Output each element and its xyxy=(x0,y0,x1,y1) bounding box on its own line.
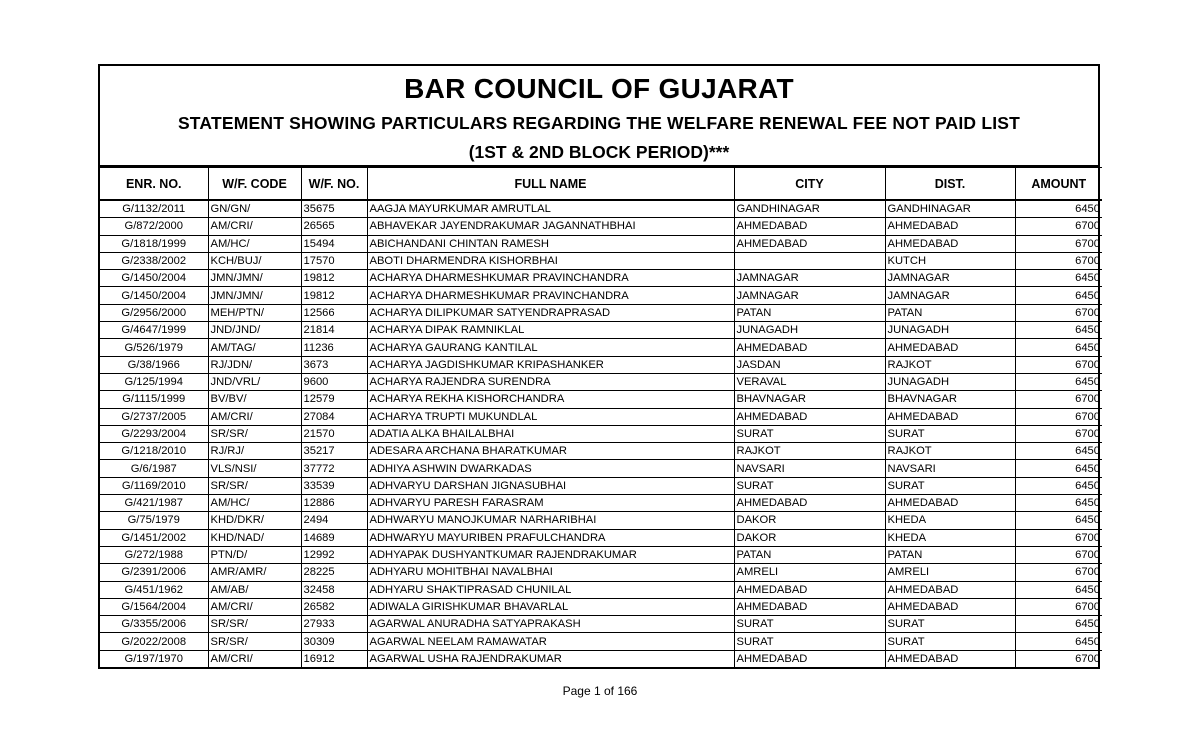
cell-wf-code: AM/CRI/ xyxy=(208,408,301,425)
cell-wf-no: 14689 xyxy=(301,529,367,546)
table-row xyxy=(100,564,1102,581)
cell-enr-no: G/1450/2004 xyxy=(100,270,208,287)
cell-enr-no: G/6/1987 xyxy=(100,460,208,477)
cell-amount: 6450 xyxy=(1015,443,1102,460)
cell-wf-no: 12566 xyxy=(301,304,367,321)
cell-wf-no: 2494 xyxy=(301,512,367,529)
col-dist: DIST. xyxy=(885,168,1015,201)
cell-wf-code: MEH/PTN/ xyxy=(208,304,301,321)
cell-wf-no: 12579 xyxy=(301,391,367,408)
cell-wf-no: 19812 xyxy=(301,287,367,304)
cell-full-name: ACHARYA REKHA KISHORCHANDRA xyxy=(367,391,734,408)
cell-wf-no: 30309 xyxy=(301,633,367,650)
cell-enr-no: G/75/1979 xyxy=(100,512,208,529)
cell-amount: 6450 xyxy=(1015,373,1102,390)
cell-dist: PATAN xyxy=(885,546,1015,563)
report-sheet xyxy=(98,64,1100,669)
cell-wf-code: AM/CRI/ xyxy=(208,218,301,235)
cell-dist: JAMNAGAR xyxy=(885,270,1015,287)
cell-dist: KUTCH xyxy=(885,252,1015,269)
table-row xyxy=(100,616,1102,633)
cell-dist: AHMEDABAD xyxy=(885,650,1015,667)
cell-amount: 6450 xyxy=(1015,581,1102,598)
cell-full-name: ACHARYA DILIPKUMAR SATYENDRAPRASAD xyxy=(367,304,734,321)
cell-amount: 6450 xyxy=(1015,477,1102,494)
cell-full-name: ABHAVEKAR JAYENDRAKUMAR JAGANNATHBHAI xyxy=(367,218,734,235)
cell-amount: 6450 xyxy=(1015,460,1102,477)
col-city: CITY xyxy=(734,168,885,201)
cell-amount: 6700 xyxy=(1015,650,1102,667)
cell-full-name: ABICHANDANI CHINTAN RAMESH xyxy=(367,235,734,252)
cell-amount: 6450 xyxy=(1015,616,1102,633)
cell-wf-code: RJ/JDN/ xyxy=(208,356,301,373)
cell-wf-code: RJ/RJ/ xyxy=(208,443,301,460)
cell-full-name: ACHARYA RAJENDRA SURENDRA xyxy=(367,373,734,390)
cell-wf-no: 17570 xyxy=(301,252,367,269)
table-row xyxy=(100,477,1102,494)
cell-wf-no: 26582 xyxy=(301,598,367,615)
cell-city: AHMEDABAD xyxy=(734,581,885,598)
cell-enr-no: G/1169/2010 xyxy=(100,477,208,494)
cell-amount: 6700 xyxy=(1015,408,1102,425)
cell-city xyxy=(734,252,885,269)
cell-enr-no: G/1115/1999 xyxy=(100,391,208,408)
cell-amount: 6700 xyxy=(1015,218,1102,235)
cell-wf-no: 26565 xyxy=(301,218,367,235)
cell-dist: SURAT xyxy=(885,477,1015,494)
cell-enr-no: G/1564/2004 xyxy=(100,598,208,615)
cell-dist: AHMEDABAD xyxy=(885,408,1015,425)
col-enr-no: ENR. NO. xyxy=(100,168,208,201)
cell-dist: BHAVNAGAR xyxy=(885,391,1015,408)
cell-full-name: ADHVARYU PARESH FARASRAM xyxy=(367,495,734,512)
col-wf-no: W/F. NO. xyxy=(301,168,367,201)
cell-wf-code: JMN/JMN/ xyxy=(208,287,301,304)
cell-amount: 6700 xyxy=(1015,304,1102,321)
cell-dist: AHMEDABAD xyxy=(885,581,1015,598)
cell-city: JAMNAGAR xyxy=(734,270,885,287)
cell-dist: NAVSARI xyxy=(885,460,1015,477)
cell-city: AHMEDABAD xyxy=(734,235,885,252)
cell-wf-code: AM/TAG/ xyxy=(208,339,301,356)
cell-dist: AHMEDABAD xyxy=(885,218,1015,235)
report-header xyxy=(100,66,1098,167)
cell-dist: JAMNAGAR xyxy=(885,287,1015,304)
cell-enr-no: G/451/1962 xyxy=(100,581,208,598)
cell-enr-no: G/2391/2006 xyxy=(100,564,208,581)
cell-city: DAKOR xyxy=(734,512,885,529)
cell-full-name: ADHIYA ASHWIN DWARKADAS xyxy=(367,460,734,477)
col-full-name: FULL NAME xyxy=(367,168,734,201)
col-amount: AMOUNT xyxy=(1015,168,1102,201)
cell-wf-no: 11236 xyxy=(301,339,367,356)
cell-enr-no: G/2022/2008 xyxy=(100,633,208,650)
cell-city: AHMEDABAD xyxy=(734,218,885,235)
cell-wf-code: JMN/JMN/ xyxy=(208,270,301,287)
table-row xyxy=(100,235,1102,252)
table-row xyxy=(100,512,1102,529)
cell-dist: KHEDA xyxy=(885,529,1015,546)
cell-enr-no: G/3355/2006 xyxy=(100,616,208,633)
cell-wf-code: AM/CRI/ xyxy=(208,650,301,667)
table-row xyxy=(100,391,1102,408)
cell-dist: GANDHINAGAR xyxy=(885,200,1015,218)
cell-dist: AHMEDABAD xyxy=(885,598,1015,615)
cell-dist: JUNAGADH xyxy=(885,373,1015,390)
cell-wf-code: SR/SR/ xyxy=(208,616,301,633)
cell-wf-code: SR/SR/ xyxy=(208,633,301,650)
cell-full-name: ACHARYA TRUPTI MUKUNDLAL xyxy=(367,408,734,425)
cell-full-name: ADHYAPAK DUSHYANTKUMAR RAJENDRAKUMAR xyxy=(367,546,734,563)
cell-amount: 6700 xyxy=(1015,391,1102,408)
cell-wf-no: 21814 xyxy=(301,322,367,339)
cell-wf-code: SR/SR/ xyxy=(208,425,301,442)
cell-enr-no: G/1451/2002 xyxy=(100,529,208,546)
cell-full-name: AAGJA MAYURKUMAR AMRUTLAL xyxy=(367,200,734,218)
cell-full-name: ADATIA ALKA BHAILALBHAI xyxy=(367,425,734,442)
cell-amount: 6450 xyxy=(1015,322,1102,339)
cell-enr-no: G/125/1994 xyxy=(100,373,208,390)
cell-wf-code: AM/CRI/ xyxy=(208,598,301,615)
cell-full-name: ADHWARYU MANOJKUMAR NARHARIBHAI xyxy=(367,512,734,529)
cell-enr-no: G/2737/2005 xyxy=(100,408,208,425)
cell-full-name: ADESARA ARCHANA BHARATKUMAR xyxy=(367,443,734,460)
cell-full-name: AGARWAL NEELAM RAMAWATAR xyxy=(367,633,734,650)
cell-wf-no: 37772 xyxy=(301,460,367,477)
cell-enr-no: G/197/1970 xyxy=(100,650,208,667)
cell-wf-code: JND/VRL/ xyxy=(208,373,301,390)
cell-wf-code: PTN/D/ xyxy=(208,546,301,563)
cell-amount: 6450 xyxy=(1015,512,1102,529)
cell-city: AMRELI xyxy=(734,564,885,581)
cell-city: AHMEDABAD xyxy=(734,495,885,512)
cell-enr-no: G/421/1987 xyxy=(100,495,208,512)
table-row xyxy=(100,339,1102,356)
cell-city: JAMNAGAR xyxy=(734,287,885,304)
cell-full-name: ACHARYA GAURANG KANTILAL xyxy=(367,339,734,356)
cell-amount: 6700 xyxy=(1015,356,1102,373)
report-subtitle: STATEMENT SHOWING PARTICULARS REGARDING THE WELFARE RENEWAL FEE NOT PAID LIST xyxy=(177,113,1021,133)
cell-dist: KHEDA xyxy=(885,512,1015,529)
cell-enr-no: G/872/2000 xyxy=(100,218,208,235)
cell-wf-code: GN/GN/ xyxy=(208,200,301,218)
fee-table xyxy=(100,167,1102,667)
table-row xyxy=(100,287,1102,304)
table-row xyxy=(100,546,1102,563)
cell-wf-code: KHD/NAD/ xyxy=(208,529,301,546)
table-row xyxy=(100,408,1102,425)
cell-amount: 6700 xyxy=(1015,252,1102,269)
cell-full-name: ABOTI DHARMENDRA KISHORBHAI xyxy=(367,252,734,269)
cell-wf-code: KHD/DKR/ xyxy=(208,512,301,529)
cell-city: BHAVNAGAR xyxy=(734,391,885,408)
cell-wf-code: JND/JND/ xyxy=(208,322,301,339)
cell-city: JUNAGADH xyxy=(734,322,885,339)
cell-city: PATAN xyxy=(734,304,885,321)
cell-enr-no: G/1818/1999 xyxy=(100,235,208,252)
table-row xyxy=(100,495,1102,512)
cell-dist: PATAN xyxy=(885,304,1015,321)
cell-enr-no: G/2293/2004 xyxy=(100,425,208,442)
cell-wf-no: 9600 xyxy=(301,373,367,390)
table-row xyxy=(100,650,1102,667)
cell-wf-code: AM/HC/ xyxy=(208,495,301,512)
table-row xyxy=(100,218,1102,235)
cell-wf-no: 12886 xyxy=(301,495,367,512)
cell-amount: 6700 xyxy=(1015,564,1102,581)
table-row xyxy=(100,425,1102,442)
cell-city: SURAT xyxy=(734,616,885,633)
cell-full-name: ADHVARYU DARSHAN JIGNASUBHAI xyxy=(367,477,734,494)
cell-city: AHMEDABAD xyxy=(734,598,885,615)
cell-full-name: ACHARYA DHARMESHKUMAR PRAVINCHANDRA xyxy=(367,270,734,287)
cell-city: RAJKOT xyxy=(734,443,885,460)
table-row xyxy=(100,373,1102,390)
cell-dist: JUNAGADH xyxy=(885,322,1015,339)
cell-full-name: AGARWAL ANURADHA SATYAPRAKASH xyxy=(367,616,734,633)
table-row xyxy=(100,581,1102,598)
cell-wf-no: 33539 xyxy=(301,477,367,494)
cell-wf-no: 32458 xyxy=(301,581,367,598)
cell-wf-code: AM/AB/ xyxy=(208,581,301,598)
cell-wf-no: 27084 xyxy=(301,408,367,425)
cell-enr-no: G/1132/2011 xyxy=(100,200,208,218)
cell-dist: AHMEDABAD xyxy=(885,235,1015,252)
cell-full-name: ACHARYA DHARMESHKUMAR PRAVINCHANDRA xyxy=(367,287,734,304)
table-row xyxy=(100,270,1102,287)
cell-city: PATAN xyxy=(734,546,885,563)
cell-amount: 6450 xyxy=(1015,200,1102,218)
cell-wf-no: 35675 xyxy=(301,200,367,218)
cell-city: VERAVAL xyxy=(734,373,885,390)
cell-dist: SURAT xyxy=(885,425,1015,442)
cell-city: SURAT xyxy=(734,477,885,494)
cell-enr-no: G/1450/2004 xyxy=(100,287,208,304)
cell-wf-no: 35217 xyxy=(301,443,367,460)
cell-full-name: ACHARYA JAGDISHKUMAR KRIPASHANKER xyxy=(367,356,734,373)
cell-amount: 6700 xyxy=(1015,425,1102,442)
cell-wf-no: 3673 xyxy=(301,356,367,373)
cell-enr-no: G/38/1966 xyxy=(100,356,208,373)
cell-wf-no: 28225 xyxy=(301,564,367,581)
table-row xyxy=(100,633,1102,650)
cell-full-name: AGARWAL USHA RAJENDRAKUMAR xyxy=(367,650,734,667)
cell-dist: AHMEDABAD xyxy=(885,495,1015,512)
cell-amount: 6450 xyxy=(1015,287,1102,304)
cell-dist: SURAT xyxy=(885,633,1015,650)
cell-wf-no: 21570 xyxy=(301,425,367,442)
cell-wf-no: 16912 xyxy=(301,650,367,667)
table-row xyxy=(100,460,1102,477)
cell-amount: 6700 xyxy=(1015,598,1102,615)
cell-amount: 6450 xyxy=(1015,495,1102,512)
cell-enr-no: G/526/1979 xyxy=(100,339,208,356)
cell-dist: RAJKOT xyxy=(885,443,1015,460)
col-wf-code: W/F. CODE xyxy=(208,168,301,201)
cell-city: NAVSARI xyxy=(734,460,885,477)
cell-dist: SURAT xyxy=(885,616,1015,633)
cell-enr-no: G/272/1988 xyxy=(100,546,208,563)
cell-full-name: ADHWARYU MAYURIBEN PRAFULCHANDRA xyxy=(367,529,734,546)
cell-dist: RAJKOT xyxy=(885,356,1015,373)
cell-wf-code: SR/SR/ xyxy=(208,477,301,494)
cell-wf-no: 19812 xyxy=(301,270,367,287)
table-row xyxy=(100,200,1102,218)
cell-enr-no: G/2338/2002 xyxy=(100,252,208,269)
cell-full-name: ACHARYA DIPAK RAMNIKLAL xyxy=(367,322,734,339)
report-period: (1ST & 2ND BLOCK PERIOD)*** xyxy=(468,142,730,162)
cell-dist: AHMEDABAD xyxy=(885,339,1015,356)
table-row xyxy=(100,443,1102,460)
cell-wf-code: AM/HC/ xyxy=(208,235,301,252)
cell-amount: 6700 xyxy=(1015,546,1102,563)
cell-amount: 6700 xyxy=(1015,235,1102,252)
cell-city: SURAT xyxy=(734,633,885,650)
cell-amount: 6450 xyxy=(1015,633,1102,650)
table-row xyxy=(100,322,1102,339)
cell-city: AHMEDABAD xyxy=(734,339,885,356)
table-row xyxy=(100,598,1102,615)
cell-full-name: ADHYARU SHAKTIPRASAD CHUNILAL xyxy=(367,581,734,598)
cell-enr-no: G/1218/2010 xyxy=(100,443,208,460)
cell-full-name: ADHYARU MOHITBHAI NAVALBHAI xyxy=(367,564,734,581)
cell-wf-no: 27933 xyxy=(301,616,367,633)
cell-wf-code: BV/BV/ xyxy=(208,391,301,408)
cell-city: SURAT xyxy=(734,425,885,442)
cell-city: DAKOR xyxy=(734,529,885,546)
cell-city: AHMEDABAD xyxy=(734,650,885,667)
table-row xyxy=(100,252,1102,269)
cell-wf-code: KCH/BUJ/ xyxy=(208,252,301,269)
cell-full-name: ADIWALA GIRISHKUMAR BHAVARLAL xyxy=(367,598,734,615)
cell-wf-code: VLS/NSI/ xyxy=(208,460,301,477)
table-header-row xyxy=(100,168,1102,201)
table-row xyxy=(100,529,1102,546)
cell-city: AHMEDABAD xyxy=(734,408,885,425)
cell-enr-no: G/2956/2000 xyxy=(100,304,208,321)
cell-amount: 6450 xyxy=(1015,270,1102,287)
table-row xyxy=(100,304,1102,321)
table-row xyxy=(100,356,1102,373)
cell-dist: AMRELI xyxy=(885,564,1015,581)
page-number: Page 1 of 166 xyxy=(562,684,638,698)
cell-wf-no: 12992 xyxy=(301,546,367,563)
cell-wf-no: 15494 xyxy=(301,235,367,252)
cell-enr-no: G/4647/1999 xyxy=(100,322,208,339)
cell-wf-code: AMR/AMR/ xyxy=(208,564,301,581)
cell-city: JASDAN xyxy=(734,356,885,373)
cell-amount: 6450 xyxy=(1015,339,1102,356)
cell-amount: 6700 xyxy=(1015,529,1102,546)
report-title: BAR COUNCIL OF GUJARAT xyxy=(404,73,794,104)
cell-city: GANDHINAGAR xyxy=(734,200,885,218)
